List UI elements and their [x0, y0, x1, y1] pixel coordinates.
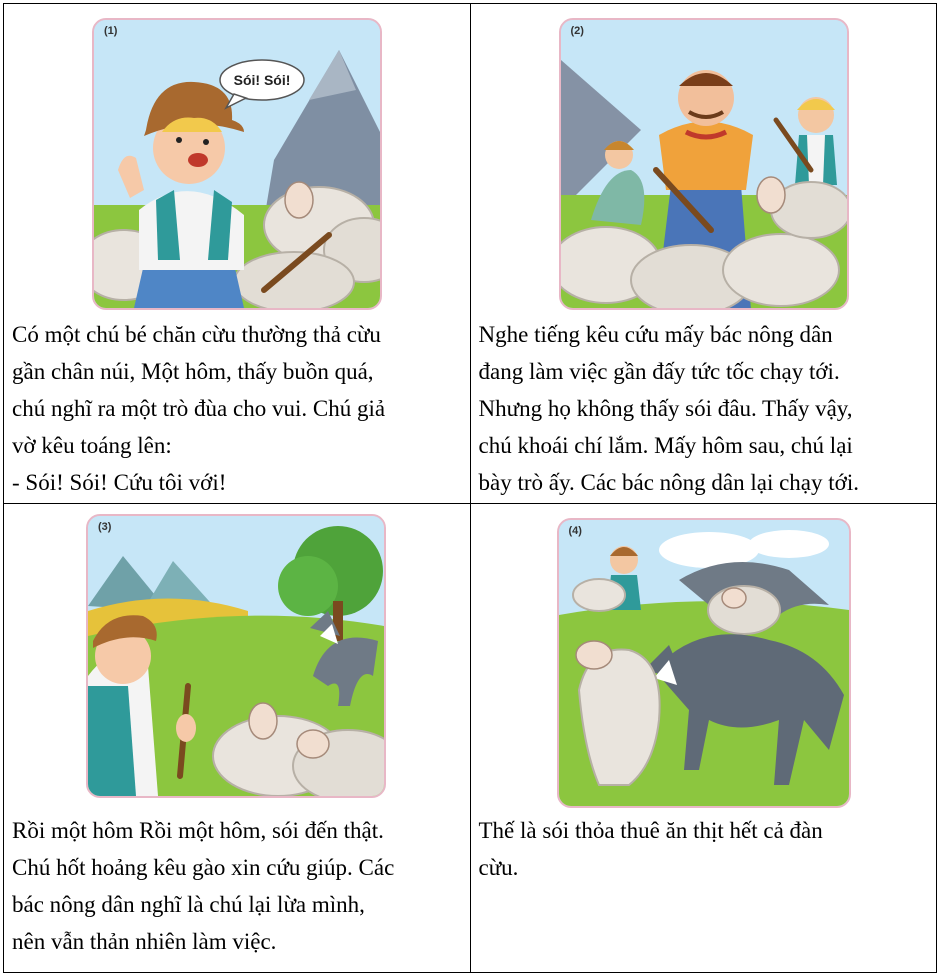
- text-line: Nhưng họ không thấy sói đâu. Thấy vậy,: [478, 396, 853, 421]
- text-line: nên vẫn thản nhiên làm việc.: [12, 929, 277, 954]
- text-line: bày trò ấy. Các bác nông dân lại chạy tới.: [478, 470, 859, 495]
- text-line: đang làm việc gần đấy tức tốc chạy tới.: [478, 359, 840, 384]
- panel-number: (3): [98, 521, 112, 533]
- panel-1-cell: [4, 4, 471, 504]
- panel-3-cell: [4, 504, 471, 973]
- text-line: Chú hốt hoảng kêu gào xin cứu giúp. Các: [12, 855, 395, 880]
- text-line: gần chân núi, Một hôm, thấy buồn quá,: [12, 359, 374, 384]
- text-line: bác nông dân nghĩ là chú lại lừa mình,: [12, 892, 365, 917]
- panel-2-text: [479, 316, 931, 501]
- story-table: [3, 3, 937, 973]
- text-line: - Sói! Sói! Cứu tôi với!: [12, 470, 227, 495]
- text-line: Có một chú bé chăn cừu thường thả cừu: [12, 322, 381, 347]
- text-line: cừu.: [478, 855, 519, 880]
- speech-bubble-text: Sói! Sói!: [233, 72, 291, 88]
- panel-3-text: [12, 812, 464, 960]
- panel-number: (2): [570, 25, 584, 37]
- text-line: Thế là sói thỏa thuê ăn thịt hết cả đàn: [478, 818, 823, 843]
- text-line: Nghe tiếng kêu cứu mấy bác nông dân: [478, 322, 833, 347]
- text-line: chú khoái chí lắm. Mấy hôm sau, chú lại: [478, 433, 853, 458]
- panel-4-cell: [470, 504, 937, 973]
- panel-number: (1): [104, 25, 118, 37]
- illustration-4: [557, 518, 851, 808]
- panel-4-text: [479, 812, 931, 886]
- illustration-2: [559, 18, 849, 310]
- illustration-1: [92, 18, 382, 310]
- panel-2-cell: [470, 4, 937, 504]
- text-line: chú nghĩ ra một trò đùa cho vui. Chú giả: [12, 396, 386, 421]
- panel-number: (4): [568, 525, 582, 537]
- panel-1-text: [12, 316, 464, 501]
- text-line: Rồi một hôm Rồi một hôm, sói đến thật.: [12, 818, 384, 843]
- text-line: vờ kêu toáng lên:: [12, 433, 172, 458]
- illustration-3: [86, 514, 386, 798]
